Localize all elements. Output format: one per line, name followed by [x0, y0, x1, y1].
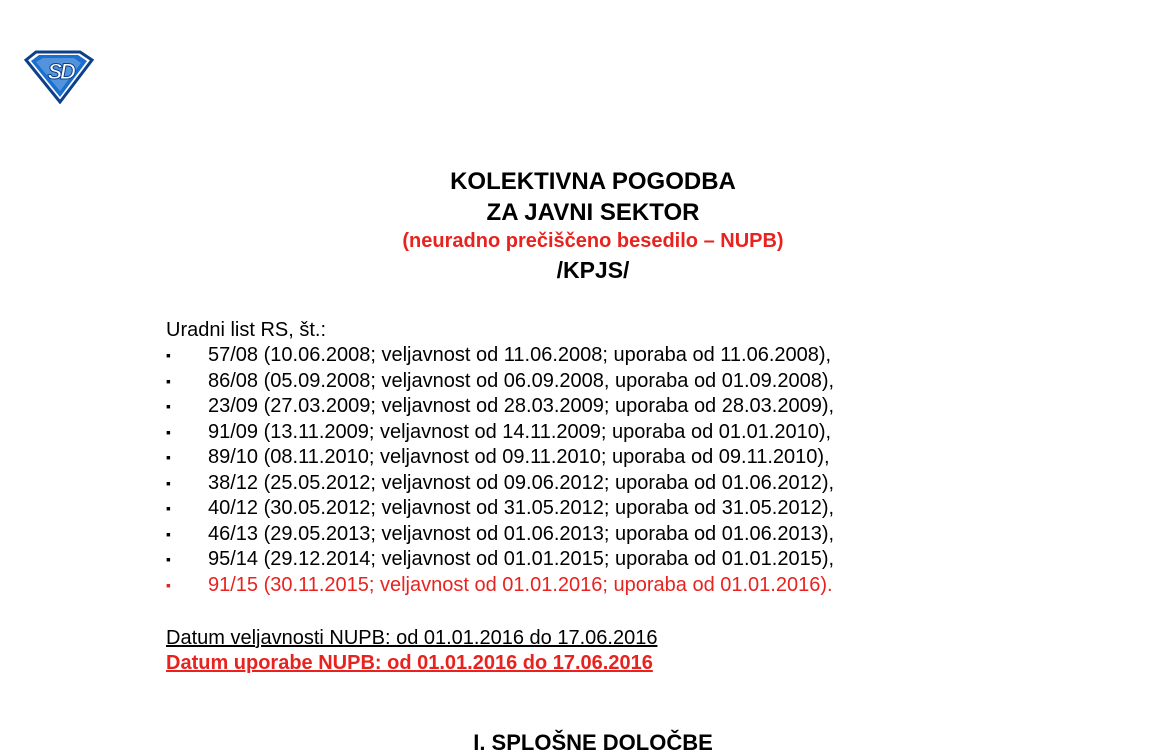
section-heading: I. SPLOŠNE DOLOČBE: [473, 730, 713, 755]
list-item: [166, 522, 835, 548]
gazette-entry-text: 86/08 (05.09.2008; veljavnost od 06.09.2008, uporaba od 01.09.2008),: [208, 369, 835, 392]
title-line-1: KOLEKTIVNA POGODBA: [450, 168, 736, 195]
sd-logo: [22, 50, 94, 104]
bullet-icon: ▪: [166, 576, 171, 593]
list-item: [166, 547, 835, 573]
list-item: [166, 394, 835, 420]
nupb-dates: [166, 626, 657, 676]
application-date: Datum uporabe NUPB: od 01.01.2016 do 17.06.2016: [166, 652, 653, 674]
title-line-2: ZA JAVNI SEKTOR: [486, 199, 700, 226]
gazette-entry-text: 91/15 (30.11.2015; veljavnost od 01.01.2016; uporaba od 01.01.2016).: [208, 573, 833, 596]
bullet-icon: ▪: [166, 551, 171, 567]
list-item: [166, 420, 832, 446]
bullet-icon: ▪: [166, 398, 171, 414]
list-item: [166, 471, 835, 497]
gazette-entry-text: 46/13 (29.05.2013; veljavnost od 01.06.2013; uporaba od 01.06.2013),: [208, 522, 835, 545]
bullet-icon: ▪: [166, 423, 171, 440]
bullet-icon: ▪: [166, 372, 171, 389]
gazette-entry-text: 89/10 (08.11.2010; veljavnost od 09.11.2010; uporaba od 09.11.2010),: [208, 446, 830, 468]
gazette-entry-text: 40/12 (30.05.2012; veljavnost od 31.05.2012; uporaba od 31.05.2012),: [208, 497, 835, 519]
bullet-icon: ▪: [166, 500, 171, 516]
svg-text:D: D: [60, 59, 76, 84]
gazette-entry-text: 91/09 (13.11.2009; veljavnost od 14.11.2009; uporaba od 01.01.2010),: [208, 420, 832, 443]
bullet-icon: ▪: [166, 525, 171, 542]
gazette-entry-text: 38/12 (25.05.2012; veljavnost od 09.06.2012; uporaba od 01.06.2012),: [208, 471, 835, 494]
gazette-label: Uradni list RS, št.:: [166, 319, 327, 341]
title-subtitle: (neuradno prečiščeno besedilo – NUPB): [402, 230, 784, 252]
list-item: [166, 445, 830, 471]
gazette-entry-text: 95/14 (29.12.2014; veljavnost od 01.01.2015; uporaba od 01.01.2015),: [208, 548, 835, 570]
gazette-entry-text: 57/08 (10.06.2008; veljavnost od 11.06.2008; uporaba od 11.06.2008),: [208, 344, 832, 366]
gazette-entries: [166, 343, 835, 598]
list-item: [166, 496, 835, 522]
list-item: [166, 343, 832, 369]
title-abbreviation: /KPJS/: [556, 257, 630, 283]
gazette-list: [166, 318, 835, 598]
list-item: [166, 369, 835, 395]
document-title: [0, 166, 1157, 286]
bullet-icon: ▪: [166, 347, 171, 363]
gazette-entry-text: 23/09 (27.03.2009; veljavnost od 28.03.2009; uporaba od 28.03.2009),: [208, 395, 835, 417]
validity-date: Datum veljavnosti NUPB: od 01.01.2016 do 17.06.2016: [166, 627, 658, 649]
list-item-current: [166, 573, 833, 599]
svg-text:S: S: [47, 59, 63, 84]
sd-shield-icon: [22, 50, 94, 104]
bullet-icon: ▪: [166, 449, 171, 465]
bullet-icon: ▪: [166, 474, 171, 491]
